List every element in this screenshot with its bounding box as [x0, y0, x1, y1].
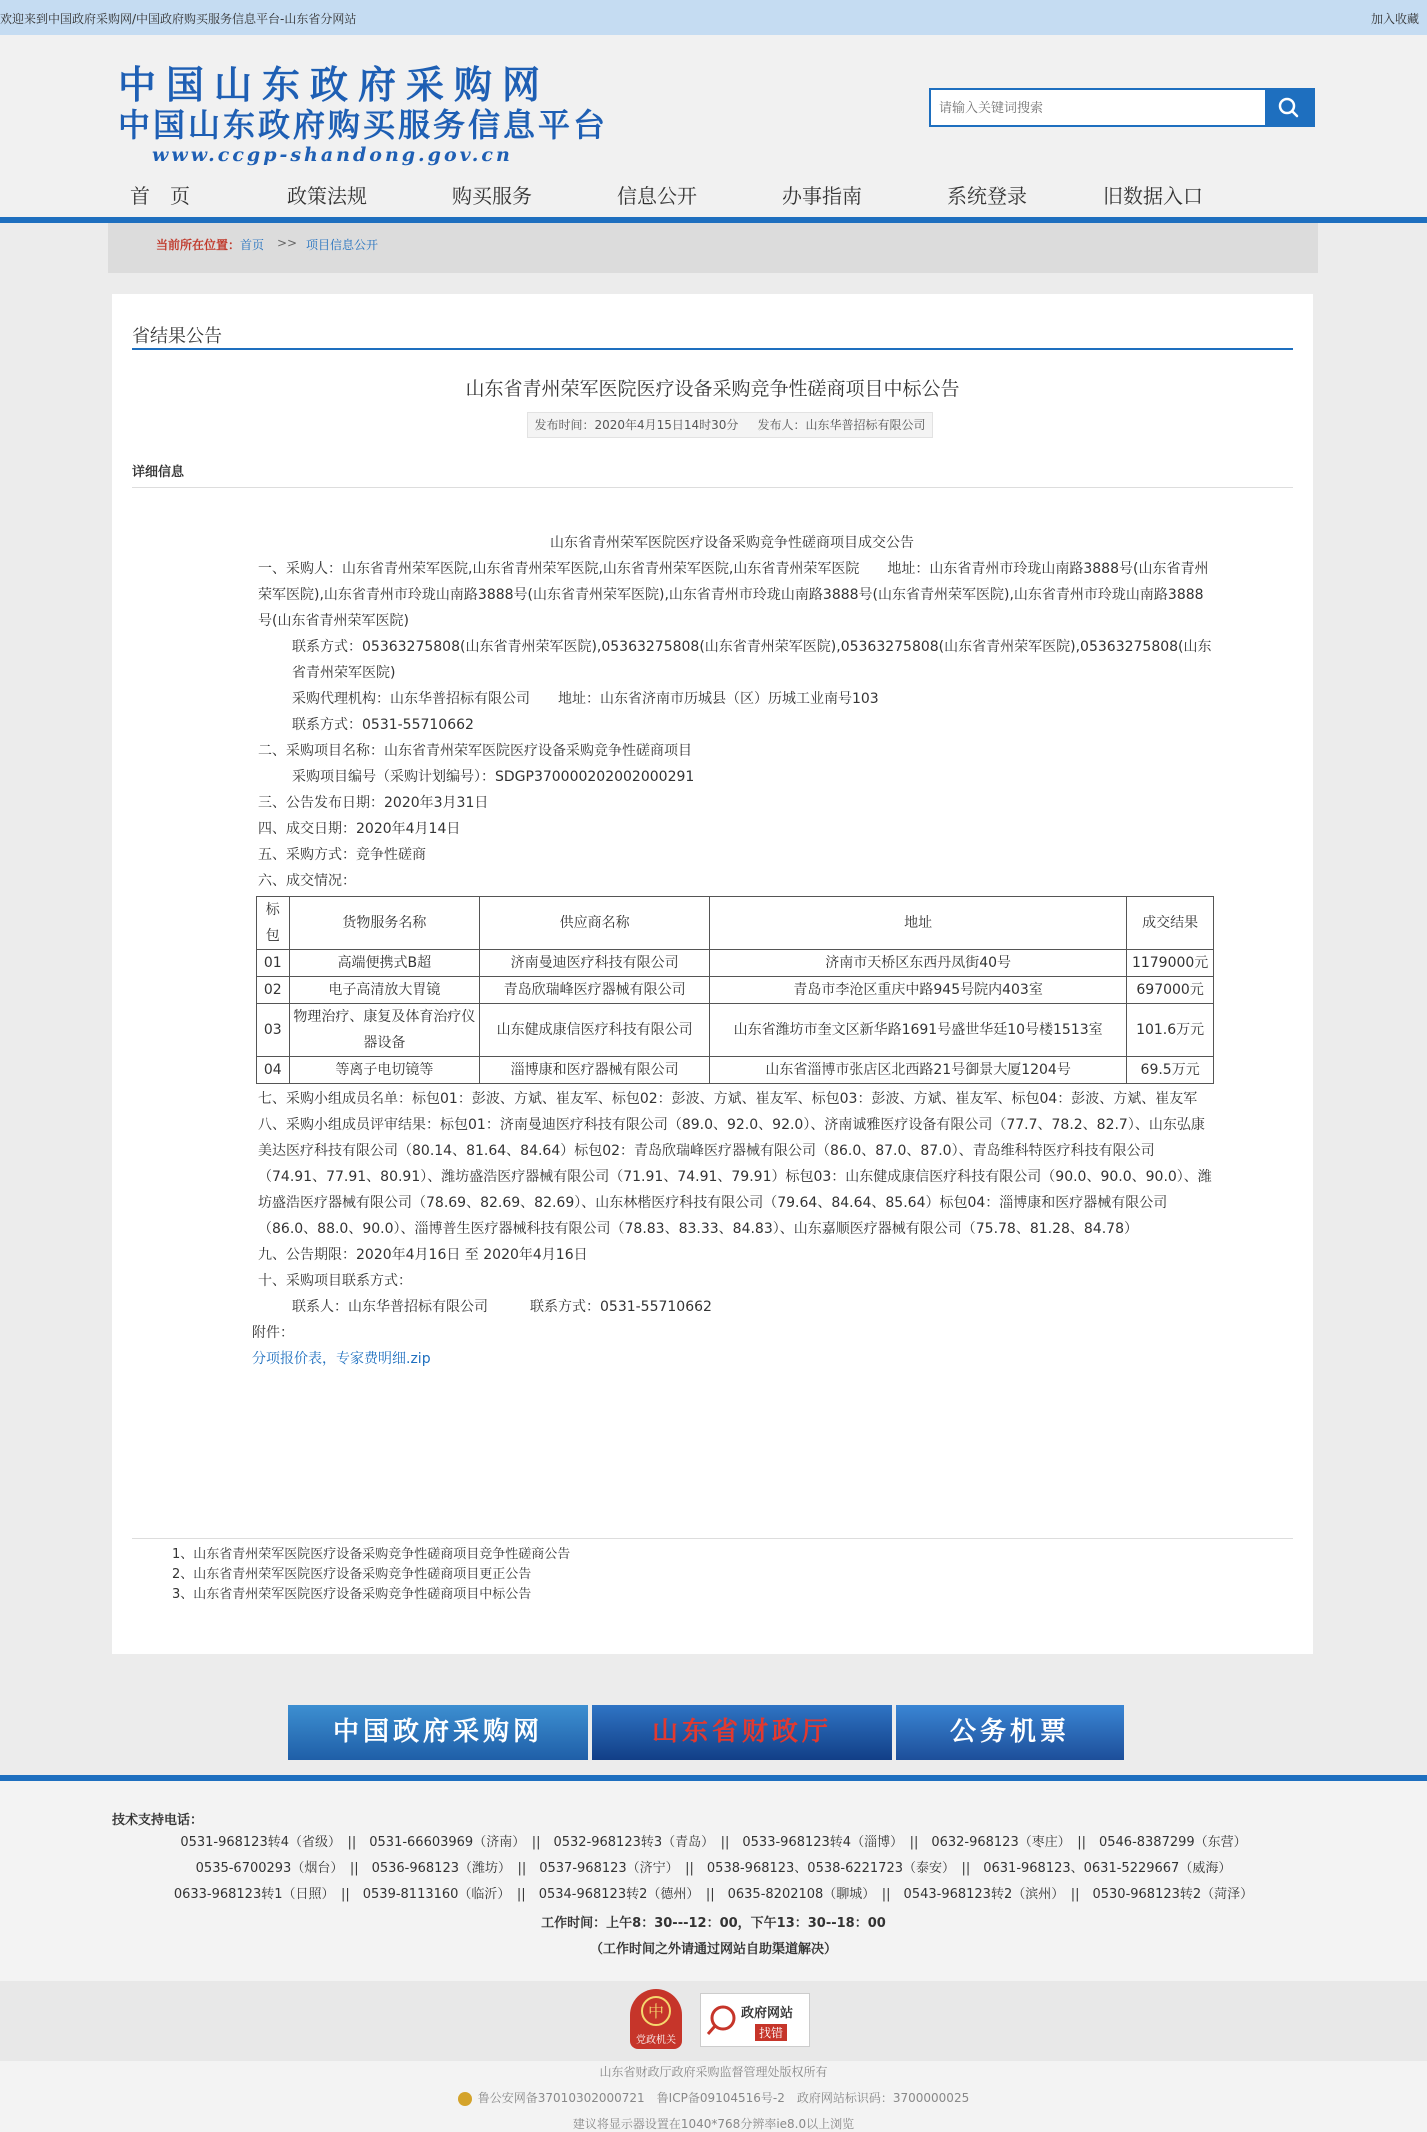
table-cell: 山东健成康信医疗科技有限公司 [480, 1004, 710, 1057]
panel-title: 省结果公告 [132, 326, 222, 347]
search-box [929, 88, 1315, 127]
icp-record: 鲁公安网备37010302000721 鲁ICP备09104516号-2 政府网站标识码：3700000025 [0, 2085, 1427, 2111]
badge-label: 党政机关 [636, 2035, 676, 2046]
party-emblem-icon [630, 1989, 682, 2031]
working-hours [0, 1911, 1427, 1963]
nav-policy[interactable]: 政策法规 [287, 184, 367, 208]
section-2: 二、采购项目名称：山东省青州荣军医院医疗设备采购竞争性磋商项目 [258, 743, 692, 759]
table-cell: 济南曼迪医疗科技有限公司 [480, 950, 710, 977]
hours-text: 工作时间：上午8：30---12：00，下午13：30--18：00 [541, 1916, 886, 1931]
breadcrumb [108, 223, 1318, 273]
attachment-link[interactable]: 分项报价表，专家费明细.zip [252, 1351, 431, 1367]
section-1-agency: 采购代理机构：山东华普招标有限公司 地址：山东省济南市历城县（区）历城工业南号103 [292, 691, 879, 707]
table-row [257, 1004, 1214, 1057]
header-cell: 货物服务名称 [289, 897, 480, 950]
related-link[interactable]: 3、山东省青州荣军医院医疗设备采购竞争性磋商项目中标公告 [172, 1587, 532, 1602]
related-divider [132, 1538, 1293, 1539]
support-phones [0, 1830, 1427, 1908]
section-6: 六、成交情况： [258, 873, 356, 889]
table-cell: 02 [257, 977, 290, 1004]
party-gov-badge[interactable] [630, 1989, 682, 2049]
section-2-number: 采购项目编号（采购计划编号）：SDGP370000202002000291 [292, 769, 695, 785]
related-link[interactable]: 1、山东省青州荣军医院医疗设备采购竞争性磋商项目竞争性磋商公告 [172, 1547, 571, 1562]
section-9: 九、公告期限：2020年4月16日 至 2020年4月16日 [258, 1247, 588, 1263]
table-cell: 淄博康和医疗器械有限公司 [480, 1057, 710, 1084]
banner-ccgp[interactable]: 中国政府采购网 [288, 1705, 588, 1760]
badge-title: 政府网站 [741, 2006, 794, 2021]
table-cell: 101.6万元 [1127, 1004, 1214, 1057]
header-cell: 成交结果 [1127, 897, 1214, 950]
detail-heading: 详细信息 [132, 465, 185, 480]
publish-time: 发布时间：2020年4月15日14时30分 [534, 418, 739, 432]
section-7: 七、采购小组成员名单：标包01：彭波、方斌、崔友军、标包02：彭波、方斌、崔友军、标包03：彭波、方斌、崔友军、标包04：彭波、方斌、崔友军 [258, 1091, 1198, 1107]
phone-line: 0535-6700293（烟台） || 0536-968123（潍坊） || 0537-968123（济宁） || 0538-968123、0538-6221723（泰安） || 0631-968123、0631-5229667（威海） [195, 1861, 1232, 1876]
police-badge-icon [458, 2092, 472, 2106]
table-cell: 山东省潍坊市奎文区新华路1691号盛世华廷10号楼1513室 [710, 1004, 1127, 1057]
table-cell: 697000元 [1127, 977, 1214, 1004]
search-button[interactable] [1265, 90, 1313, 125]
table-cell: 电子高清放大胃镜 [289, 977, 480, 1004]
badge-sub: 找错 [755, 2024, 787, 2041]
table-cell: 01 [257, 950, 290, 977]
table-cell: 青岛市李沧区重庆中路945号院内403室 [710, 977, 1127, 1004]
detail-divider [132, 487, 1293, 488]
panel-title-underline [132, 348, 1293, 350]
footer [0, 1781, 1427, 2132]
table-row [257, 977, 1214, 1004]
search-input[interactable] [939, 98, 1259, 118]
section-8: 八、采购小组成员评审结果：标包01：济南曼迪医疗科技有限公司（89.0、92.0、92.0）、济南诚雅医疗设备有限公司（77.7、78.2、82.7）、山东弘康美达医疗科技有限公司（80.14、81.64、84.64）标包02：青岛欣瑞峰医疗器械有限公司（86.0、87.0、87.0）、青岛维科特医疗科技有限公司（74.91、77.91、80.91）、潍坊盛浩医疗器械有限公司（71.91、74.91、79.91）标包03：山东健成康信医疗科技有限公司（90.0、90.0、90.0）、潍坊盛浩医疗器械有限公司（78.69、82.69、82.69）、山东林楷医疗科技有限公司（79.64、84.64、85.64）标包04：淄博康和医疗器械有限公司（86.0、88.0、90.0）、淄博普生医疗器械科技有限公司（78.83、83.33、84.83）、山东嘉顺医疗器械有限公司（75.78、81.28、84.78） [258, 1117, 1212, 1237]
table-cell: 高端便携式B超 [289, 950, 480, 977]
logo-line-2: 中国山东政府购买服务信息平台 [118, 106, 609, 144]
table-cell: 物理治疗、康复及体育治疗仪器设备 [289, 1004, 480, 1057]
publisher: 发布人：山东华普招标有限公司 [757, 418, 926, 432]
logo-url: www.ccgp-shandong.gov.cn [152, 144, 513, 166]
announcement-body [252, 530, 1212, 1372]
document-title: 山东省青州荣军医院医疗设备采购竞争性磋商项目中标公告 [465, 378, 960, 400]
content-panel [112, 294, 1313, 1654]
magnifier-icon [703, 1994, 743, 2046]
section-5: 五、采购方式：竞争性磋商 [258, 847, 426, 863]
browser-advice: 建议将显示器设置在1040*768分辨率ie8.0以上浏览 [572, 2117, 855, 2131]
phone-line: 0633-968123转1（日照） || 0539-8113160（临沂） || 0534-968123转2（德州） || 0635-8202108（聊城） || 0543-968123转2（滨州） || 0530-968123转2（菏泽） [173, 1887, 1254, 1902]
svg-text:中: 中 [647, 2002, 665, 2021]
main-nav [0, 170, 1427, 218]
table-cell: 1179000元 [1127, 950, 1214, 977]
copyright: 山东省财政厅政府采购监督管理处版权所有 [599, 2065, 828, 2079]
banner-official-tickets[interactable]: 公务机票 [896, 1705, 1124, 1760]
related-list [172, 1545, 570, 1605]
nav-guide[interactable]: 办事指南 [782, 184, 862, 208]
publish-info [527, 412, 933, 438]
table-cell: 山东省淄博市张店区北西路21号御景大厦1204号 [710, 1057, 1127, 1084]
section-10: 十、采购项目联系方式： [258, 1273, 412, 1289]
header-cell: 供应商名称 [480, 897, 710, 950]
table-cell: 69.5万元 [1127, 1057, 1214, 1084]
phone-line: 0531-968123转4（省级） || 0531-66603969（济南） || 0532-968123转3（青岛） || 0533-968123转4（淄博） || 0632-968123（枣庄） || 0546-8387299（东营） [180, 1835, 1247, 1850]
nav-purchase-service[interactable]: 购买服务 [452, 184, 532, 208]
banner-shandong-finance[interactable]: 山东省财政厅 [592, 1705, 892, 1760]
gov-website-error-badge[interactable] [700, 1993, 810, 2047]
section-4: 四、成交日期：2020年4月14日 [258, 821, 461, 837]
top-bar [0, 0, 1427, 35]
nav-home[interactable]: 首 页 [130, 184, 190, 208]
table-cell: 04 [257, 1057, 290, 1084]
attachment-label: 附件： [252, 1325, 294, 1341]
section-1-contact: 联系方式：05363275808(山东省青州荣军医院),05363275808(山东省青州荣军医院),05363275808(山东省青州荣军医院),05363275808(山东省青州荣军医院) [292, 639, 1212, 681]
breadcrumb-current[interactable]: 项目信息公开 [306, 238, 379, 252]
announcement-heading: 山东省青州荣军医院医疗设备采购竞争性磋商项目成交公告 [550, 535, 914, 551]
award-table-header [257, 897, 1214, 950]
nav-info-public[interactable]: 信息公开 [617, 184, 697, 208]
nav-login[interactable]: 系统登录 [947, 184, 1027, 208]
search-icon [1265, 90, 1313, 125]
table-cell: 济南市天桥区东西丹凤街40号 [710, 950, 1127, 977]
table-row [257, 1057, 1214, 1084]
related-link[interactable]: 2、山东省青州荣军医院医疗设备采购竞争性磋商项目更正公告 [172, 1567, 532, 1582]
section-3: 三、公告发布日期：2020年3月31日 [258, 795, 489, 811]
copyright-block [0, 2059, 1427, 2132]
table-row [257, 950, 1214, 977]
section-1: 一、采购人：山东省青州荣军医院,山东省青州荣军医院,山东省青州荣军医院,山东省青州荣军医院 地址：山东省青州市玲珑山南路3888号(山东省青州荣军医院),山东省青州市玲珑山南路3888号(山东省青州荣军医院),山东省青州市玲珑山南路3888号(山东省青州荣军医院),山东省青州市玲珑山南路3888号(山东省青州荣军医院) [258, 561, 1209, 629]
breadcrumb-home[interactable]: 首页 [240, 238, 265, 252]
award-table [256, 896, 1214, 1084]
table-cell: 青岛欣瑞峰医疗器械有限公司 [480, 977, 710, 1004]
table-cell: 等离子电切镜等 [289, 1057, 480, 1084]
table-cell: 03 [257, 1004, 290, 1057]
hours-note: （工作时间之外请通过网站自助渠道解决） [589, 1942, 837, 1957]
nav-old-data[interactable]: 旧数据入口 [1103, 184, 1203, 208]
welcome-text: 欢迎来到中国政府采购网/中国政府购买服务信息平台-山东省分网站 [0, 12, 357, 26]
header-cell: 地址 [710, 897, 1127, 950]
header-cell: 标包 [257, 897, 290, 950]
section-10-contact: 联系人：山东华普招标有限公司 联系方式：0531-55710662 [292, 1299, 712, 1315]
footer-badges [0, 1981, 1427, 2061]
breadcrumb-label: 当前所在位置： [156, 238, 241, 252]
breadcrumb-sep: >> [277, 236, 298, 250]
section-1-agency-contact: 联系方式：0531-55710662 [292, 717, 474, 733]
tech-support-label: 技术支持电话： [112, 1813, 204, 1828]
logo-line-1: 中国山东政府采购网 [118, 62, 551, 107]
add-favorite-link[interactable]: 加入收藏 [1370, 12, 1419, 26]
